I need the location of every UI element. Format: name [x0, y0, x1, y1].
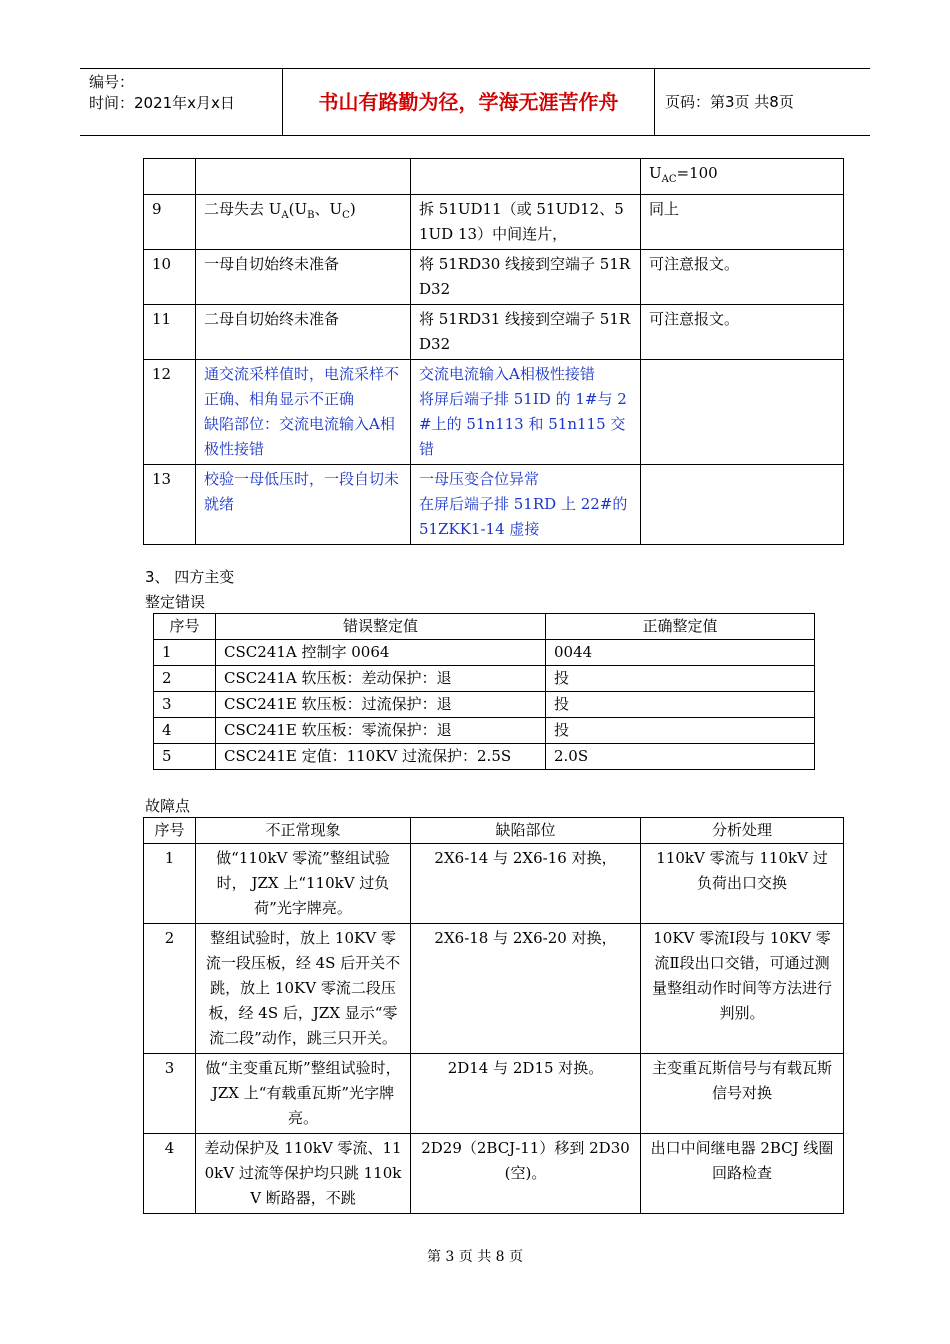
row-no: 1 [154, 640, 216, 666]
row-method [411, 159, 641, 195]
header-meta [80, 69, 283, 135]
col-header: 缺陷部位 [411, 818, 641, 844]
table-row [144, 924, 844, 1054]
table-row [144, 1054, 844, 1134]
fault-point-table [143, 817, 844, 1214]
row-phenomenon [196, 159, 411, 195]
header-page-info: 页码：第3页 共8页 [665, 93, 794, 111]
row-wrong-value: CSC241E 软压板：过流保护：退 [216, 692, 546, 718]
row-no: 11 [144, 305, 196, 360]
row-correct-value: 投 [546, 718, 815, 744]
setting-error-table [153, 613, 815, 770]
row-method: 将 51RD31 线接到空端子 51RD32 [411, 305, 641, 360]
row-no: 3 [154, 692, 216, 718]
row-no: 1 [144, 844, 196, 924]
row-result: 可注意报文。 [641, 305, 844, 360]
row-wrong-value: CSC241E 软压板：零流保护：退 [216, 718, 546, 744]
row-no: 5 [154, 744, 216, 770]
row-phenomenon: 做“主变重瓦斯”整组试验时， JZX 上“有载重瓦斯”光字牌亮。 [196, 1054, 411, 1134]
row-no: 13 [144, 465, 196, 545]
section-title: 3、 四方主变 [145, 568, 235, 586]
row-no: 9 [144, 195, 196, 250]
row-method: 交流电流输入A相极性接错 将屏后端子排 51ID 的 1#与 2#上的 51n113 和 51n115 交错 [411, 360, 641, 465]
table-row [144, 1134, 844, 1214]
row-defect-location: 2X6-18 与 2X6-20 对换， [411, 924, 641, 1054]
col-header: 序号 [144, 818, 196, 844]
row-result [641, 465, 844, 545]
row-wrong-value: CSC241A 控制字 0064 [216, 640, 546, 666]
row-phenomenon: 做“110kV 零流”整组试验时， JZX 上“110kV 过负荷”光字牌亮。 [196, 844, 411, 924]
table-row [144, 250, 844, 305]
page-header [80, 68, 870, 136]
row-defect-location: 2D14 与 2D15 对换。 [411, 1054, 641, 1134]
fault-table-continued [143, 158, 844, 545]
row-analysis: 110kV 零流与 110kV 过负荷出口交换 [641, 844, 844, 924]
row-no: 2 [144, 924, 196, 1054]
fault-label: 故障点 [145, 797, 191, 815]
row-correct-value: 0044 [546, 640, 815, 666]
section-subtitle: 整定错误 [145, 593, 206, 611]
col-header: 错误整定值 [216, 614, 546, 640]
table-row [144, 844, 844, 924]
row-no: 2 [154, 666, 216, 692]
row-no [144, 159, 196, 195]
col-header: 正确整定值 [546, 614, 815, 640]
table-row [154, 666, 815, 692]
col-header: 分析处理 [641, 818, 844, 844]
row-analysis: 主变重瓦斯信号与有载瓦斯信号对换 [641, 1054, 844, 1134]
table-row [154, 692, 815, 718]
row-no: 12 [144, 360, 196, 465]
row-result: 同上 [641, 195, 844, 250]
row-correct-value: 投 [546, 692, 815, 718]
row-correct-value: 投 [546, 666, 815, 692]
row-result [641, 360, 844, 465]
row-phenomenon: 差动保护及 110kV 零流、110kV 过流等保护均只跳 110kV 断路器，不跳 [196, 1134, 411, 1214]
row-method: 一母压变合位异常 在屏后端子排 51RD 上 22#的 51ZKK1-14 虚接 [411, 465, 641, 545]
row-correct-value: 2.0S [546, 744, 815, 770]
table-header-row [144, 818, 844, 844]
table-row [144, 465, 844, 545]
row-no: 4 [144, 1134, 196, 1214]
row-phenomenon: 一母自切始终未准备 [196, 250, 411, 305]
table-header-row [154, 614, 815, 640]
table-row [154, 640, 815, 666]
row-phenomenon: 校验一母低压时，一段自切未就绪 [196, 465, 411, 545]
row-analysis: 10KV 零流Ⅰ段与 10KV 零流Ⅱ段出口交错，可通过测量整组动作时间等方法进行判别。 [641, 924, 844, 1054]
table-row [144, 195, 844, 250]
row-result: 可注意报文。 [641, 250, 844, 305]
row-wrong-value: CSC241A 软压板：差动保护：退 [216, 666, 546, 692]
table-row [144, 159, 844, 195]
table-row [154, 744, 815, 770]
row-phenomenon: 通交流采样值时，电流采样不正确、相角显示不正确 缺陷部位：交流电流输入A相极性接错 [196, 360, 411, 465]
row-no: 10 [144, 250, 196, 305]
table-row [144, 305, 844, 360]
row-no: 3 [144, 1054, 196, 1134]
row-phenomenon: 二母自切始终未准备 [196, 305, 411, 360]
page-footer: 第 3 页 共 8 页 [426, 1249, 524, 1265]
row-analysis: 出口中间继电器 2BCJ 线圈回路检查 [641, 1134, 844, 1214]
table-row [154, 718, 815, 744]
row-method: 将 51RD30 线接到空端子 51RD32 [411, 250, 641, 305]
number-label: 编号： [89, 73, 135, 91]
row-defect-location: 2D29（2BCJ-11）移到 2D30(空)。 [411, 1134, 641, 1214]
row-phenomenon: 整组试验时，放上 10KV 零流一段压板，经 4S 后开关不跳，放上 10KV 零流二段压板，经 4S 后，JZX 显示“零流二段”动作，跳三只开关。 [196, 924, 411, 1054]
col-header: 不正常现象 [196, 818, 411, 844]
table-row [144, 360, 844, 465]
row-phenomenon: 二母失去 $U_A(U_B$、$U_C$) [196, 195, 411, 250]
row-defect-location: 2X6-14 与 2X6-16 对换， [411, 844, 641, 924]
row-no: 4 [154, 718, 216, 744]
row-result: $U_{AC}=100$ [641, 159, 844, 195]
time-label: 时间：2021年x月x日 [89, 94, 235, 112]
header-motto: 书山有路勤为径，学海无涯苦作舟 [283, 69, 655, 135]
col-header: 序号 [154, 614, 216, 640]
row-method: 拆 51UD11（或 51UD12、51UD 13）中间连片， [411, 195, 641, 250]
row-wrong-value: CSC241E 定值：110KV 过流保护：2.5S [216, 744, 546, 770]
